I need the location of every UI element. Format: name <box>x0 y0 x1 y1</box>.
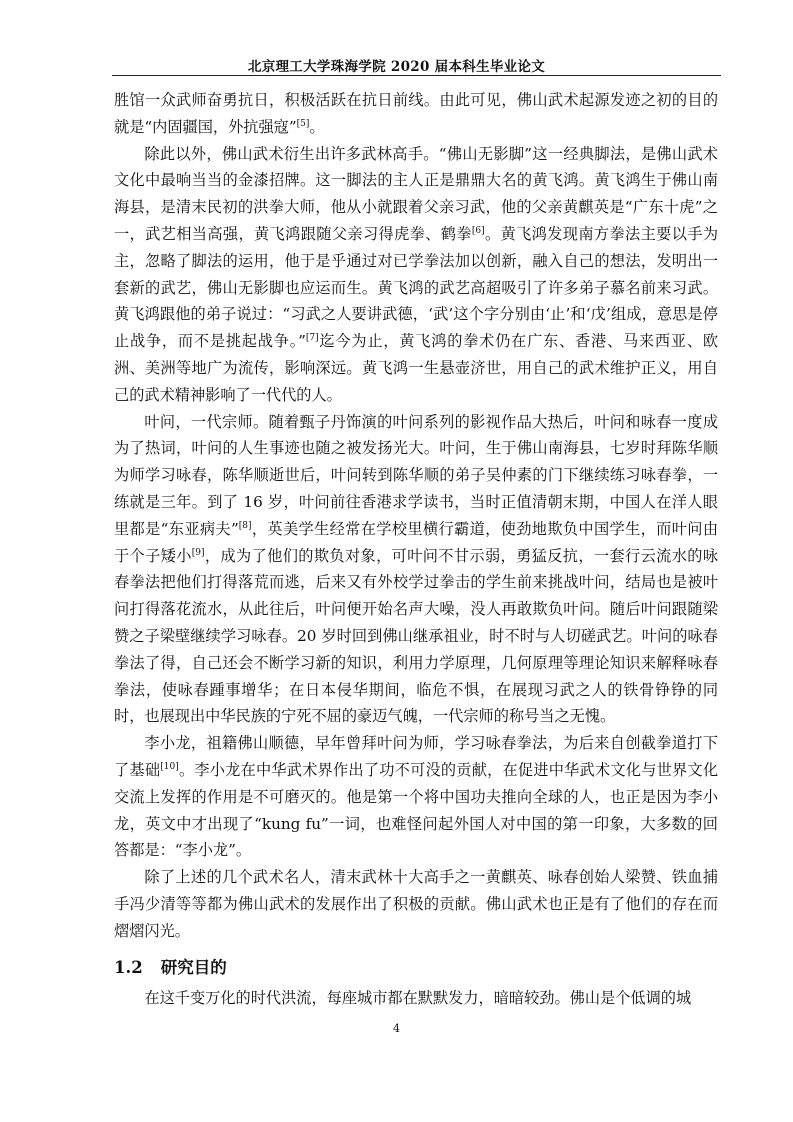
paragraph-text: 迄今为止，黄飞鸿的拳术仍在广东、香港、马来西亚、欧洲、美洲等地广为流传，影响深远。黄飞鸿一生悬壶济世，用自己的武术维护正义，用自己的武术精神影响了一代代的人。 <box>114 332 719 404</box>
paragraph-group <box>114 87 718 945</box>
paragraph-text: 。黄飞鸿发现南方拳法主要以手为主，忽略了脚法的运用，他于是乎通过对已学拳法加以创新，融入自己的想法，发明出一套新的武艺，佛山无影脚也应运而生。黄飞鸿的武艺高超吸引了许多弟子慕名前来习武。黄飞鸿跟他的弟子说过：“习武之人要讲武德，‘武’这个字分别由‘止’和‘戊’组成，意思是停止战争，而不是挑起战争。” <box>114 224 719 351</box>
citation-ref: [9] <box>191 547 205 558</box>
section-number: 1.2 <box>114 957 143 977</box>
paragraph-text: 胜馆一众武师奋勇抗日，积极活跃在抗日前线。由此可见，佛山武术起源发迹之初的目的就是“内固疆国，外抗强寇” <box>114 91 718 136</box>
header-rule <box>112 75 721 76</box>
final-paragraph: 在这千变万化的时代洪流，每座城市都在默默发力，暗暗较劲。佛山是个低调的城 <box>144 988 692 1007</box>
paragraph-text: 叶问，一代宗师。随着甄子丹饰演的叶问系列的影视作品大热后，叶问和咏春一度成为了热词，叶问的人生事迹也随之被发扬光大。叶问，生于佛山南海县，七岁时拜陈华顺为师学习咏春，陈华顺逝世后，叶问转到陈华顺的弟子吴仲素的门下继续练习咏春拳，一练就是三年。到了 16 岁，叶问前往香港求学读书，当时正值清朝末期，中国人在洋人眼里都是“东亚病夫” <box>114 412 718 538</box>
body-paragraph <box>114 141 718 409</box>
paragraph-text: ，英美学生经常在学校里横行霸道，使劲地欺负中国学生，而叶问由于个子矮小 <box>114 519 719 565</box>
citation-ref: [5] <box>296 118 310 129</box>
page-number: 4 <box>393 1022 400 1035</box>
paragraph-text: 李小龙，祖籍佛山顺德，早年曾拜叶问为师，学习咏春拳法，为后来自创截拳道打下了基础 <box>114 734 718 779</box>
citation-ref: [6] <box>471 225 485 236</box>
section-title: 研究目的 <box>160 957 227 977</box>
paragraph-text: 。李小龙在中华武术界作出了功不可没的贡献，在促进中华武术文化与世界文化交流上发挥的作用是不可磨灭的。他是第一个将中国功夫推向全球的人，也正是因为李小龙，英文中才出现了“kung fu”一词，也难怪问起外国人对中国的第一印象，大多数的回答都是：“李小龙”。 <box>114 760 719 860</box>
paragraph-text: 除了上述的几个武术名人，清末武林十大高手之一黄麒英、咏春创始人梁赞、铁血捕手冯少清等等都为佛山武术的发展作出了积极的贡献。佛山武术也正是有了他们的存在而熠熠闪光。 <box>114 868 718 940</box>
paragraph-text: 。 <box>309 117 325 136</box>
body-paragraph <box>114 87 718 141</box>
body-paragraph <box>114 730 718 864</box>
citation-ref: [10] <box>160 761 179 772</box>
citation-ref: [8] <box>238 520 252 531</box>
body-paragraph <box>114 409 718 731</box>
citation-ref: [7] <box>305 333 319 344</box>
body-paragraph <box>114 864 718 944</box>
paragraph-text: 除此以外，佛山武术衍生出许多武林高手。“佛山无影脚”这一经典脚法，是佛山武术文化中最响当当的金漆招牌。这一脚法的主人正是鼎鼎大名的黄飞鸿。黄飞鸿生于佛山南海县，是清末民初的洪拳大师，他从小就跟着父亲习武，他的父亲黄麒英是“广东十虎”之一，武艺相当高强，黄飞鸿跟随父亲习得虎拳、鹤拳 <box>114 144 718 243</box>
paragraph-text: ，成为了他们的欺负对象，可叶问不甘示弱，勇猛反抗，一套行云流水的咏春拳法把他们打得落荒而逃，后来又有外校学过拳击的学生前来挑战叶问，结局也是被叶问打得落花流水，从此往后，叶问便开始名声大噪，没人再敢欺负叶问。随后叶问跟随梁赞之子梁壁继续学习咏春。20 岁时回到佛山继承祖业，时不时与人切磋武艺。叶问的咏春拳法了得，自己还会不断学习新的知识，利用力学原理，几何原理等理论知识来解释咏春拳法，使咏春踵事增华；在日本侵华期间，临危不惧，在展现习武之人的铁骨铮铮的同时，也展现出中华民族的宁死不屈的豪迈气魄，一代宗师的称号当之无愧。 <box>114 546 719 726</box>
page-body <box>114 87 718 1011</box>
section-heading <box>114 953 718 983</box>
running-header: 北京理工大学珠海学院 2020 届本科生毕业论文 <box>247 59 546 75</box>
